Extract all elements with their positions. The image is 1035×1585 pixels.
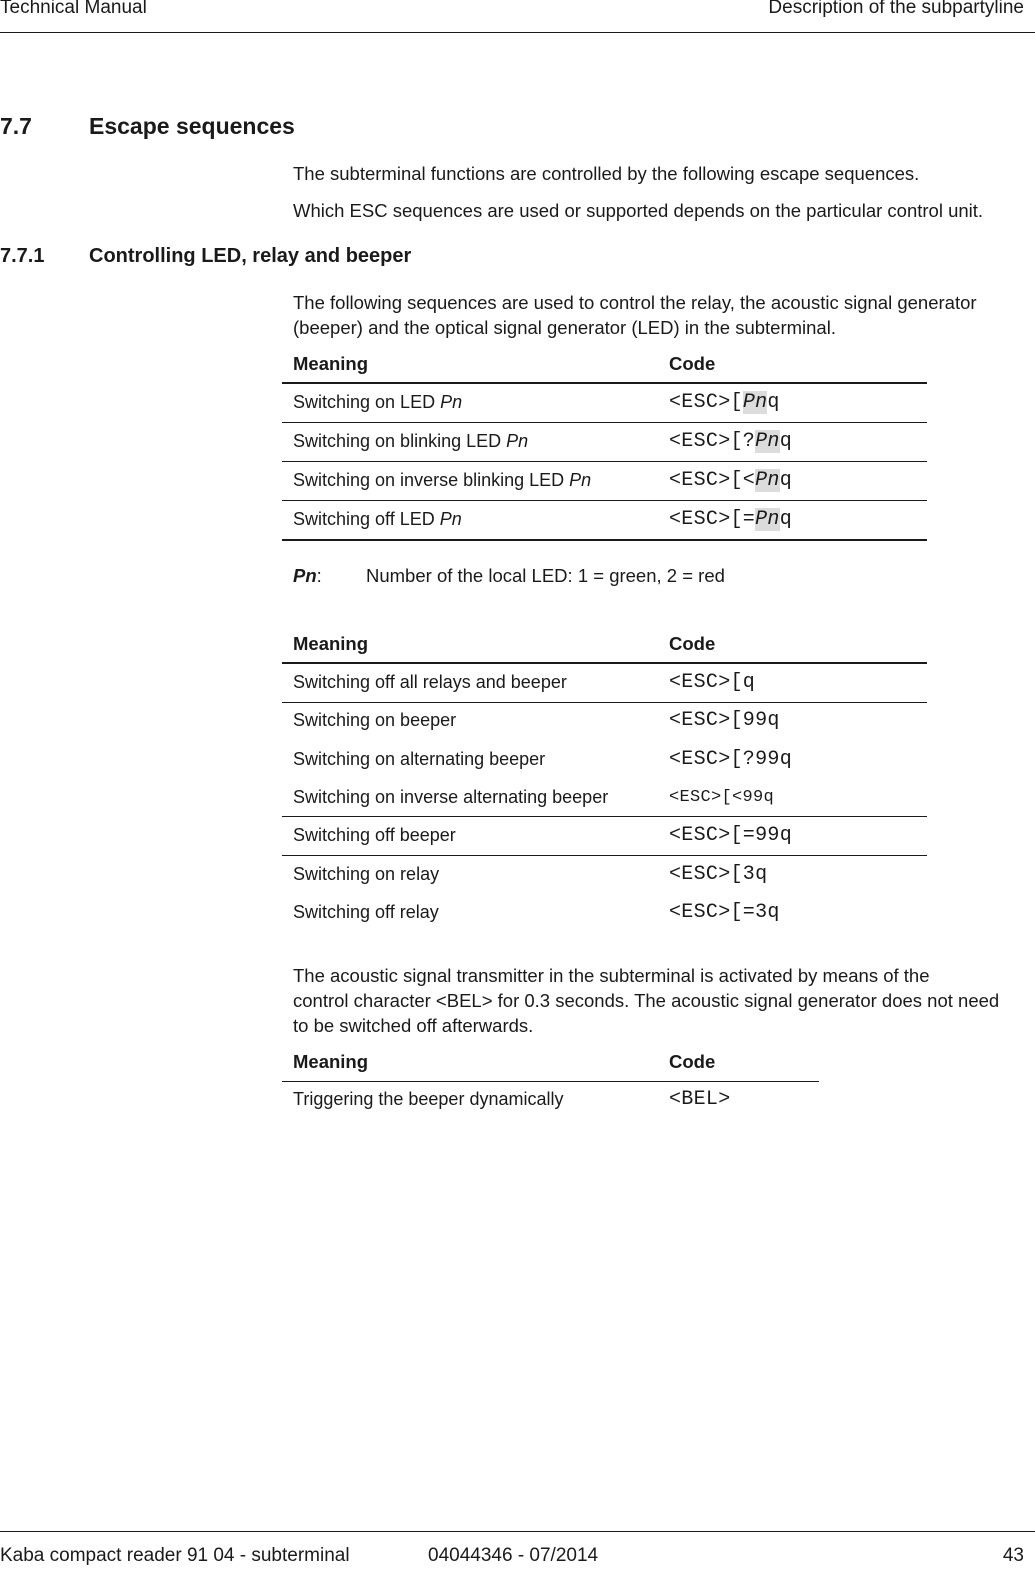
intro-paragraph-1: The subterminal functions are controlled by the following escape sequences. bbox=[293, 163, 920, 184]
section-number: 7.7 bbox=[0, 113, 32, 139]
relay-table-header-rule bbox=[282, 662, 927, 664]
bel-paragraph-line-1: The acoustic signal transmitter in the subterminal is activated by means of the bbox=[293, 965, 930, 986]
intro-paragraph-2: Which ESC sequences are used or supported depends on the particular control unit. bbox=[293, 200, 984, 221]
relay-table-row-3-meaning: Switching on alternating beeper bbox=[293, 749, 546, 769]
subsection-intro-line-1: The following sequences are used to control the relay, the acoustic signal generator bbox=[293, 292, 977, 313]
bel-table-header-code: Code bbox=[669, 1051, 716, 1072]
bel-paragraph-line-2: control character <BEL> for 0.3 seconds. The acoustic signal generator does not need bbox=[293, 990, 1000, 1011]
header-chapter: Description of the subpartyline bbox=[768, 0, 1024, 18]
pn-note-term: Pn: bbox=[293, 565, 322, 586]
relay-table-row-2-meaning: Switching on beeper bbox=[293, 710, 457, 730]
relay-table-row-1-code: <ESC>[q bbox=[669, 671, 756, 694]
led-table-row-2-code: <ESC>[?Pnq bbox=[669, 430, 793, 453]
relay-table-row-7-meaning: Switching off relay bbox=[293, 902, 439, 922]
pn-note-text: Number of the local LED: 1 = green, 2 = red bbox=[366, 565, 725, 586]
led-table-row-4-meaning: Switching off LED Pn bbox=[293, 509, 462, 529]
footer-page-number: 43 bbox=[1002, 1545, 1024, 1566]
led-table-row-1-meaning: Switching on LED Pn bbox=[293, 392, 463, 412]
relay-table-row-5-meaning: Switching off beeper bbox=[293, 825, 456, 845]
header-rule bbox=[0, 32, 1035, 33]
led-table-row-3-code: <ESC>[<Pnq bbox=[669, 469, 793, 492]
relay-table-header-meaning: Meaning bbox=[293, 633, 369, 654]
led-table-row-3-meaning: Switching on inverse blinking LED Pn bbox=[293, 470, 592, 490]
relay-table-row-7-code: <ESC>[=3q bbox=[669, 901, 780, 924]
led-table-header-code: Code bbox=[669, 353, 716, 374]
relay-table-row-1-meaning: Switching off all relays and beeper bbox=[293, 672, 567, 692]
led-table-row-2-meaning: Switching on blinking LED Pn bbox=[293, 431, 529, 451]
led-table-header-meaning: Meaning bbox=[293, 353, 369, 374]
subsection-intro-line-2: (beeper) and the optical signal generator (LED) in the subterminal. bbox=[293, 317, 836, 338]
led-table-row-4-code: <ESC>[=Pnq bbox=[669, 508, 793, 531]
led-table-bottom-rule bbox=[282, 539, 927, 541]
footer-doc-number: 04044346 - 07/2014 bbox=[428, 1545, 599, 1566]
bel-table-row-1-code: <BEL> bbox=[669, 1088, 731, 1111]
bel-table-row-1-meaning: Triggering the beeper dynamically bbox=[293, 1089, 564, 1109]
section-title: Escape sequences bbox=[89, 113, 295, 139]
relay-table-row-6-code: <ESC>[3q bbox=[669, 863, 768, 886]
relay-table-row-rule bbox=[282, 702, 927, 703]
header-title: Technical Manual bbox=[0, 0, 147, 18]
subsection-title: Controlling LED, relay and beeper bbox=[89, 245, 412, 267]
bel-table-header-rule bbox=[282, 1081, 819, 1082]
footer-rule bbox=[0, 1531, 1035, 1532]
footer-product: Kaba compact reader 91 04 - subterminal bbox=[0, 1545, 350, 1566]
relay-table-row-rule bbox=[282, 816, 927, 817]
relay-table-header-code: Code bbox=[669, 633, 716, 654]
bel-table-header-meaning: Meaning bbox=[293, 1051, 369, 1072]
led-table-row-rule bbox=[282, 500, 927, 501]
led-table-row-1-code: <ESC>[Pnq bbox=[669, 391, 780, 414]
relay-table-row-5-code: <ESC>[=99q bbox=[669, 824, 793, 847]
relay-table-row-3-code: <ESC>[?99q bbox=[669, 748, 793, 771]
relay-table-row-6-meaning: Switching on relay bbox=[293, 864, 440, 884]
led-table-row-rule bbox=[282, 422, 927, 423]
relay-table-row-4-meaning: Switching on inverse alternating beeper bbox=[293, 787, 609, 807]
led-table-header-rule bbox=[282, 382, 927, 384]
relay-table-row-rule bbox=[282, 855, 927, 856]
bel-paragraph-line-3: to be switched off afterwards. bbox=[293, 1015, 534, 1036]
relay-table-row-2-code: <ESC>[99q bbox=[669, 709, 780, 732]
led-table-row-rule bbox=[282, 461, 927, 462]
subsection-number: 7.7.1 bbox=[0, 245, 45, 267]
relay-table-row-4-code: <ESC>[<99q bbox=[669, 788, 775, 807]
